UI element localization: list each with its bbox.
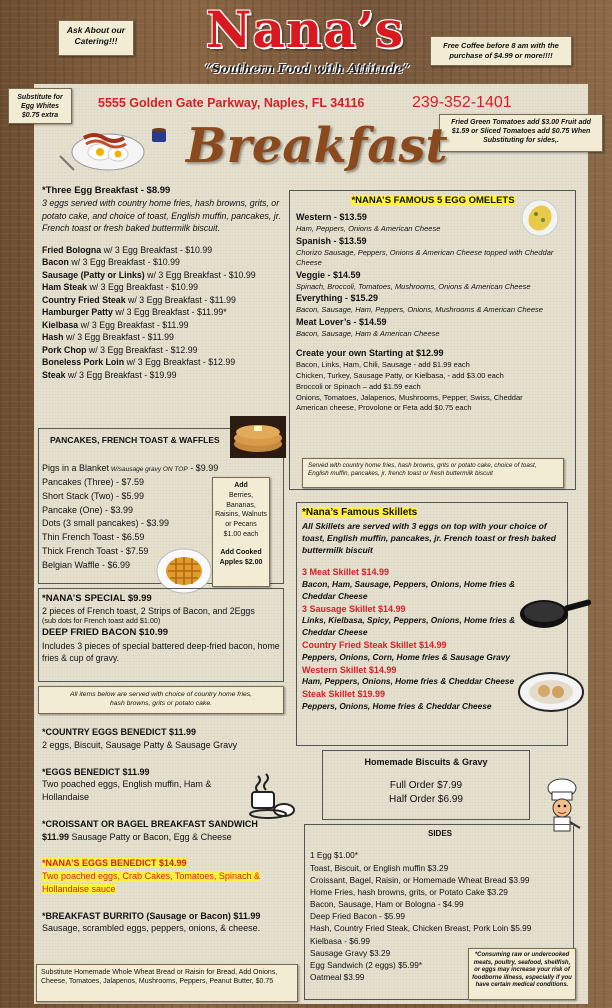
omelet-name: Everything - $15.29 (296, 293, 379, 304)
create-own-title: Create your own Starting at $12.99 (296, 348, 444, 359)
menu-item-price: w/ 3 Egg Breakfast - $11.99 (63, 332, 174, 343)
nana-special-sub: (sub dots for French toast add $1.00) (42, 615, 161, 625)
menu-item (42, 344, 282, 356)
benedict-item (42, 726, 292, 752)
addons-title: Add (234, 482, 248, 489)
benedict-desc-text: Two poached eggs, English muffin, Ham & Hollandaise (42, 779, 212, 803)
benedict-item (42, 910, 292, 936)
menu-item-name: Ham Steak (42, 282, 87, 293)
skillets-intro: All Skillets are served with 3 eggs on top with your choice of toast, English muffin, pancakes, jr. French toast or fresh baked buttermilk biscuit (302, 521, 556, 556)
menu-item (42, 256, 282, 268)
pancake-price: - $9.99 (187, 463, 219, 473)
side-item: Bacon, Sausage, Ham or Bologna - $4.99 (310, 899, 464, 910)
three-egg-section (42, 184, 282, 381)
menu-item-name: Boneless Pork Loin (42, 357, 125, 368)
benedict-desc-text: Sausage, scrambled eggs, peppers, onions, & cheese. (42, 923, 261, 934)
skillet-pan-icon (518, 592, 594, 632)
omelet-desc: Spinach, Broccoli, Tomatoes, Mushrooms, Onions & American Cheese (296, 281, 531, 291)
pancakes-photo (228, 414, 288, 460)
side-item: Toast, Biscuit, or English muffin $3.29 (310, 862, 449, 873)
skillet-name: 3 Sausage Skillet $14.99 (302, 603, 406, 614)
benedict-item (42, 818, 292, 844)
sides-substitution-note: Fried Green Tomatoes add $3.00 Fruit add $1.59 or Sliced Tomatoes add $0.75 When Substituting for sides,. (439, 114, 603, 152)
pancake-name: Short Stack (Two) - $5.99 (42, 490, 145, 501)
pancake-name: Pancake (One) - $3.99 (42, 504, 134, 515)
menu-item (42, 294, 282, 306)
side-item: Hash, Country Fried Steak, Chicken Breast, Pork Loin $5.99 (310, 923, 532, 934)
benedict-desc (42, 778, 242, 804)
benedict-desc (42, 831, 290, 844)
benedict-price: $11.99 (42, 831, 70, 842)
biscuits-title: Homemade Biscuits & Gravy (364, 757, 488, 767)
menu-item-name: Hash (42, 332, 64, 343)
side-item: Kielbasa - $6.99 (310, 935, 370, 946)
menu-item-name: Fried Bologna (42, 244, 102, 255)
skillets-title: *Nana’s Famous Skillets (302, 507, 418, 518)
benedict-title: *COUNTRY EGGS BENEDICT $11.99 (42, 727, 197, 737)
substitute-note: Substitute Homemade Whole Wheat Bread or Raisin for Bread, Add Onions, Cheese, Tomatoes, Jalapenos, Mushrooms, Peppers, Peanut Butter, $0.75 (36, 964, 298, 1002)
omelet-served-note: Served with country home fries, hash browns, grits or potato cake, choice of toast, English muffin, pancakes, jr. french toast or fresh buttermilk biscuit (302, 458, 564, 488)
benedict-title: *BREAKFAST BURRITO (Sausage or Bacon) $11.99 (42, 910, 261, 921)
pancake-name: Thick French Toast - $7.59 (42, 546, 149, 557)
biscuits-half: Half Order $6.99 (389, 793, 463, 805)
side-item: Deep Fried Bacon - $5.99 (310, 911, 406, 922)
benedict-desc (42, 739, 290, 752)
benedict-title: *CROISSANT OR BAGEL BREAKFAST SANDWICH (42, 818, 258, 829)
side-item: Oatmeal $3.99 (310, 972, 365, 983)
deep-fried-bacon-desc: Includes 3 pieces of special battered deep-fried bacon, home fries & cup of gravy. (42, 640, 280, 664)
menu-item-price: w/ 3 Egg Breakfast - $19.99 (65, 369, 177, 380)
omelet-name: Meat Lover’s - $14.59 (296, 316, 387, 327)
menu-item-price: w/ 3 Egg Breakfast - $11.99 (78, 319, 189, 330)
omelet-photo (520, 198, 560, 238)
pancake-item (42, 504, 222, 518)
omelet-desc: Bacon, Sausage, Ham & American Cheese (296, 328, 440, 338)
all-items-note: All items below are served with choice of country home fries, hash browns, grits or potato cake. (38, 686, 284, 714)
biscuits-full: Full Order $7.99 (389, 779, 463, 791)
pancake-addons-note (212, 477, 270, 587)
skillet-name: Steak Skillet $19.99 (302, 689, 386, 700)
create-own-list (296, 360, 570, 414)
coffee-croissant-icon (248, 772, 296, 820)
menu-item-price: w/ 3 Egg Breakfast - $10.99 (101, 244, 213, 255)
benedict-desc-text: 2 eggs, Biscuit, Sausage Patty & Sausage Gravy (42, 739, 238, 750)
menu-item (42, 281, 282, 293)
menu-item-price: w/ 3 Egg Breakfast - $12.99 (124, 357, 236, 368)
pancake-name: Pigs in a Blanket (42, 463, 110, 473)
create-own-option: Onions, Tomatoes, Jalapenos, Mushrooms, Pepper, Swiss, Cheddar (296, 392, 523, 402)
create-own-option: Chicken, Turkey, Sausage Patty, or Kielbasa, - add $3.00 each (296, 370, 504, 380)
pancake-name: Belgian Waffle - $6.99 (42, 560, 131, 571)
nana-special-title: *NANA’S SPECIAL $9.99 (42, 593, 152, 604)
benedict-desc (42, 922, 290, 935)
menu-item-price: w/ 3 Egg Breakfast - $10.99 (68, 257, 180, 268)
benedict-desc (42, 870, 290, 896)
pancake-name: Dots (3 small pancakes) - $3.99 (42, 518, 170, 529)
three-egg-desc: 3 eggs served with country home fries, hash browns, grits, or potato cake, and choice of toast, English muffin, pancakes, jr. French toast or fresh baked buttermilk biscuit. (42, 198, 281, 234)
pancakes-title: PANCAKES, FRENCH TOAST & WAFFLES (50, 435, 220, 445)
menu-item-name: Bacon (42, 257, 69, 268)
deep-fried-bacon-title: DEEP FRIED BACON $10.99 (42, 627, 169, 639)
restaurant-title: Nana’s (205, 0, 405, 59)
breakfast-plate-icon (56, 118, 176, 178)
pancake-item (42, 490, 222, 504)
benedict-desc-text: Two poached eggs, Crab Cakes, Tomatoes, Spinach & Hollandaise sauce (42, 871, 260, 894)
omelet-desc: Ham, Peppers, Onions & American Cheese (296, 224, 441, 234)
pancake-note: W/sausage gravy ON TOP (109, 466, 188, 473)
benedict-item (42, 857, 292, 895)
pancake-item (42, 462, 222, 476)
biscuits-gravy-photo (518, 672, 584, 712)
omelet-name: Western - $13.59 (296, 212, 367, 223)
create-own-option: Bacon, Links, Ham, Chili, Sausage - add $1.99 each (296, 359, 470, 369)
side-item: Egg Sandwich (2 eggs) $5.99* (310, 960, 423, 971)
menu-item (42, 319, 282, 331)
side-item: Sausage Gravy $3.29 (310, 947, 391, 958)
menu-item-price: w/ 3 Egg Breakfast - $10.99 (144, 269, 256, 280)
skillet-name: Western Skillet $14.99 (302, 664, 397, 675)
skillet-name: 3 Meat Skillet $14.99 (302, 567, 390, 578)
menu-item-name: Country Fried Steak (42, 294, 126, 305)
benedict-desc-text: Sausage Patty or Bacon, Egg & Cheese (69, 831, 232, 842)
addons-items: Berries, Bananas, Raisins, Walnuts or Pecans (215, 491, 267, 529)
skillet-desc: Ham, Peppers, Onions, Home fries & Cheddar Cheese (302, 676, 515, 687)
address: 5555 Golden Gate Parkway, Naples, FL 34116 (98, 96, 365, 110)
pancake-name: Pancakes (Three) - $7.59 (42, 476, 145, 487)
menu-item (42, 369, 282, 381)
three-egg-list (42, 244, 282, 381)
three-egg-title: *Three Egg Breakfast - $8.99 (42, 185, 171, 196)
menu-item-price: w/ 3 Egg Breakfast - $11.99 (125, 294, 236, 305)
phone: 239-352-1401 (412, 94, 512, 111)
tagline: “Southern Food with Attitude” (204, 62, 411, 76)
nana-special-desc: 2 pieces of French toast, 2 Strips of Bacon, and 2Eggs (42, 606, 255, 617)
menu-item (42, 269, 282, 281)
menu-item-name: Hamburger Patty (42, 307, 113, 318)
side-item: Croissant, Bagel, Raisin, or Homemade Wheat Bread $3.99 (310, 874, 530, 885)
pancake-item (42, 476, 222, 490)
skillet-desc: Peppers, Onions, Home fries & Cheddar Cheese (302, 700, 492, 711)
side-item: 1 Egg $1.00* (310, 850, 358, 861)
omelet-desc: Bacon, Sausage, Ham, Peppers, Onions, Mushrooms & American Cheese (296, 305, 543, 315)
side-item: Home Fries, hash browns, grits, or Potato Cake $3.29 (310, 886, 508, 897)
omelets-title: *NANA’S FAMOUS 5 EGG OMELETS (351, 195, 515, 206)
menu-item-price: w/ 3 Egg Breakfast - $10.99 (87, 282, 199, 293)
omelet-name: Veggie - $14.59 (296, 269, 361, 280)
addons-cooked-apples: Add Cooked Apples $2.00 (219, 548, 263, 566)
catering-note: Ask About our Catering!!! (58, 20, 134, 56)
skillet-desc: Links, Kielbasa, Spicy, Peppers, Onions, Home fries & Cheddar Cheese (302, 615, 516, 638)
addons-price: $1.00 each (223, 530, 259, 538)
biscuits-section (322, 756, 530, 807)
menu-item-price: w/ 3 Egg Breakfast - $11.99* (112, 307, 227, 318)
egg-white-note: Substitute for Egg Whites $0.75 extra (8, 88, 72, 124)
menu-item (42, 306, 282, 318)
sides-title: SIDES (427, 829, 452, 838)
menu-item-name: Sausage (Patty or Links) (42, 269, 145, 280)
benedict-title: *EGGS BENEDICT $11.99 (42, 766, 150, 777)
raw-food-warning: *Consuming raw or undercooked meats, poultry, seafood, shellfish, or eggs may increase your risk of foodborne illness, especially if you have certain medical conditions. (468, 948, 576, 1000)
menu-item (42, 331, 282, 343)
menu-item-price: w/ 3 Egg Breakfast - $12.99 (86, 344, 198, 355)
benedict-title: *NANA’S EGGS BENEDICT $14.99 (42, 858, 187, 869)
pancake-item (42, 531, 222, 545)
pancake-name: Thin French Toast - $6.59 (42, 532, 145, 543)
menu-item-name: Steak (42, 369, 66, 380)
skillet-desc: Peppers, Onions, Corn, Home fries & Sausage Gravy (302, 651, 510, 662)
pancake-item (42, 517, 222, 531)
omelet-desc: Chorizo Sausage, Peppers, Onions & American Cheese topped with Cheddar Cheese (296, 247, 554, 268)
skillet-desc: Bacon, Ham, Sausage, Peppers, Onions, Home fries & Cheddar Cheese (302, 579, 516, 601)
omelet-name: Spanish - $13.59 (296, 235, 367, 246)
coffee-note: Free Coffee before 8 am with the purchase of $4.99 or more!!!! (430, 36, 572, 66)
skillet-name: Country Fried Steak Skillet $14.99 (302, 640, 447, 651)
specials-section (42, 592, 282, 665)
create-own-option: American cheese, Provolone or Feta add $0.75 each (296, 403, 472, 413)
menu-item-name: Kielbasa (42, 319, 79, 330)
menu-item (42, 356, 282, 368)
menu-item (42, 244, 282, 256)
section-title-breakfast: Breakfast (186, 118, 448, 174)
menu-item-name: Pork Chop (42, 344, 87, 355)
benedicts-section (42, 726, 292, 949)
create-own-option: Broccoli or Spinach – add $1.59 each (296, 381, 421, 391)
